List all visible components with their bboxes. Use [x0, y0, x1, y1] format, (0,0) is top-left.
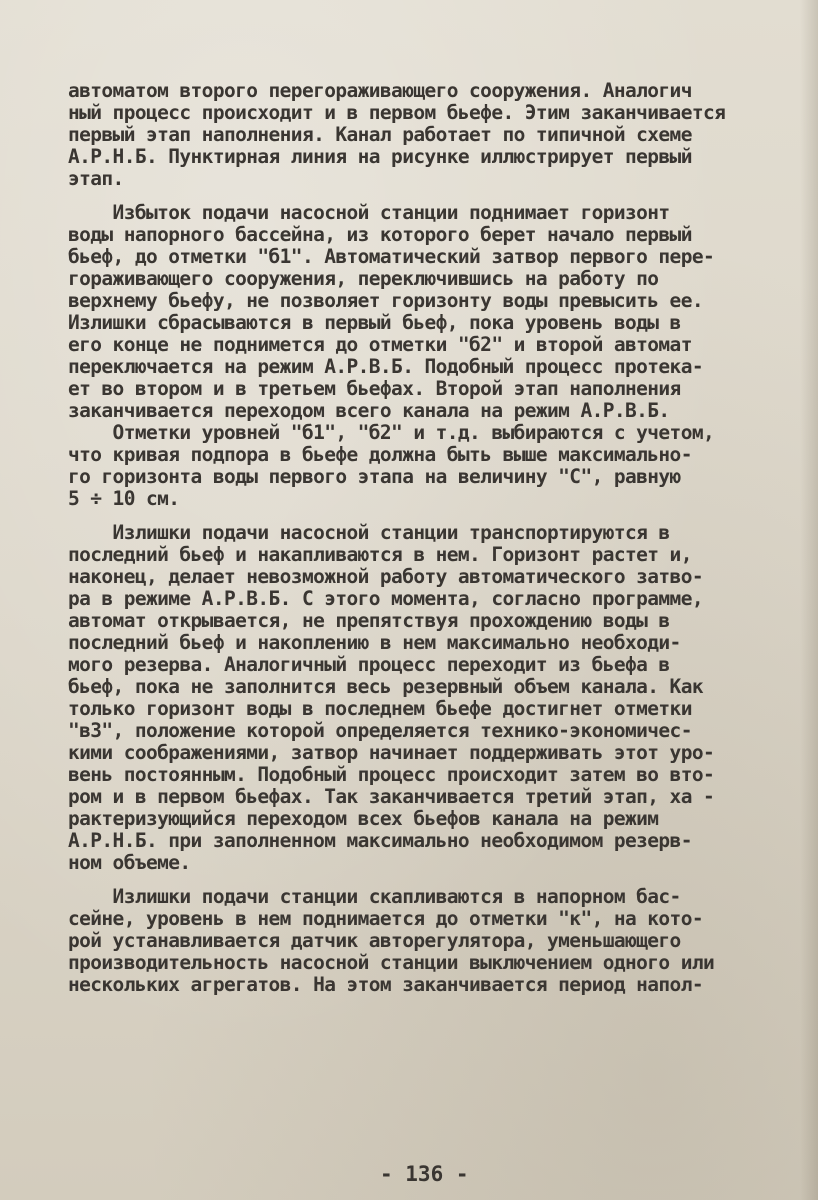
text-line: А.Р.Н.Б. Пунктирная линия на рисунке иллюстрирует первый — [68, 145, 692, 168]
text-line: бьеф, пока не заполнится весь резервный объем канала. Как — [68, 675, 703, 698]
text-line: последний бьеф и накоплению в нем максимально необходи- — [68, 631, 681, 654]
text-line: производительность насосной станции выключением одного или — [68, 951, 715, 974]
text-line: только горизонт воды в последнем бьефе достигнет отметки — [68, 697, 692, 720]
text-line: последний бьеф и накапливаются в нем. Горизонт растет и, — [68, 543, 692, 566]
text-line: Излишки сбрасываются в первый бьеф, пока уровень воды в — [68, 311, 681, 334]
text-line: воды напорного бассейна, из которого берет начало первый — [68, 223, 692, 246]
text-line: автоматом второго перегораживающего сооружения. Аналогич — [68, 79, 692, 102]
text-line: вень постоянным. Подобный процесс происходит затем во вто- — [68, 763, 715, 786]
text-line: Отметки уровней "б1", "б2" и т.д. выбираются с учетом, — [68, 421, 715, 444]
text-line: наконец, делает невозможной работу автоматического затво- — [68, 565, 703, 588]
text-line: Избыток подачи насосной станции поднимает горизонт — [68, 201, 670, 224]
text-line: Излишки подачи станции скапливаются в напорном бас- — [68, 885, 681, 908]
text-line: гораживающего сооружения, переключившись на работу по — [68, 267, 659, 290]
text-line: верхнему бьефу, не позволяет горизонту воды превысить ее. — [68, 289, 703, 312]
page-number: - 136 - — [380, 1162, 469, 1186]
text-line: ном объеме. — [68, 851, 191, 874]
text-line: автомат открывается, не препятствуя прохождению воды в — [68, 609, 670, 632]
text-line: Излишки подачи насосной станции транспортируются в — [68, 521, 670, 544]
text-line: первый этап наполнения. Канал работает по типичной схеме — [68, 123, 692, 146]
text-line: бьеф, до отметки "б1". Автоматический затвор первого пере- — [68, 245, 715, 268]
text-line: что кривая подпора в бьефе должна быть выше максимально- — [68, 443, 692, 466]
text-line: рактеризующийся переходом всех бьефов канала на режим — [68, 807, 659, 830]
text-line: его конце не поднимется до отметки "б2" и второй автомат — [68, 333, 692, 356]
text-line: А.Р.Н.Б. при заполненном максимально необходимом резерв- — [68, 829, 692, 852]
body-text — [68, 80, 808, 996]
text-line: го горизонта воды первого этапа на величину "С", равную — [68, 465, 681, 488]
text-line: ет во втором и в третьем бьефах. Второй этап наполнения — [68, 377, 681, 400]
text-line: ный процесс происходит и в первом бьефе. Этим заканчивается — [68, 101, 726, 124]
text-line: заканчивается переходом всего канала на режим А.Р.В.Б. — [68, 399, 670, 422]
text-line: сейне, уровень в нем поднимается до отметки "к", на кото- — [68, 907, 703, 930]
text-line: ра в режиме А.Р.В.Б. С этого момента, согласно программе, — [68, 587, 703, 610]
text-line: переключается на режим А.Р.В.Б. Подобный процесс протека- — [68, 355, 703, 378]
text-line: рой устанавливается датчик авторегулятора, уменьшающего — [68, 929, 681, 952]
text-line: "в3", положение которой определяется технико-экономичес- — [68, 719, 692, 742]
text-line: мого резерва. Аналогичный процесс переходит из бьефа в — [68, 653, 670, 676]
text-line: кими соображениями, затвор начинает поддерживать этот уро- — [68, 741, 715, 764]
text-line: этап. — [68, 167, 124, 190]
text-line: нескольких агрегатов. На этом заканчивается период напол- — [68, 973, 703, 996]
text-line: 5 ÷ 10 см. — [68, 487, 180, 510]
text-line: ром и в первом бьефах. Так заканчивается третий этап, ха - — [68, 785, 715, 808]
